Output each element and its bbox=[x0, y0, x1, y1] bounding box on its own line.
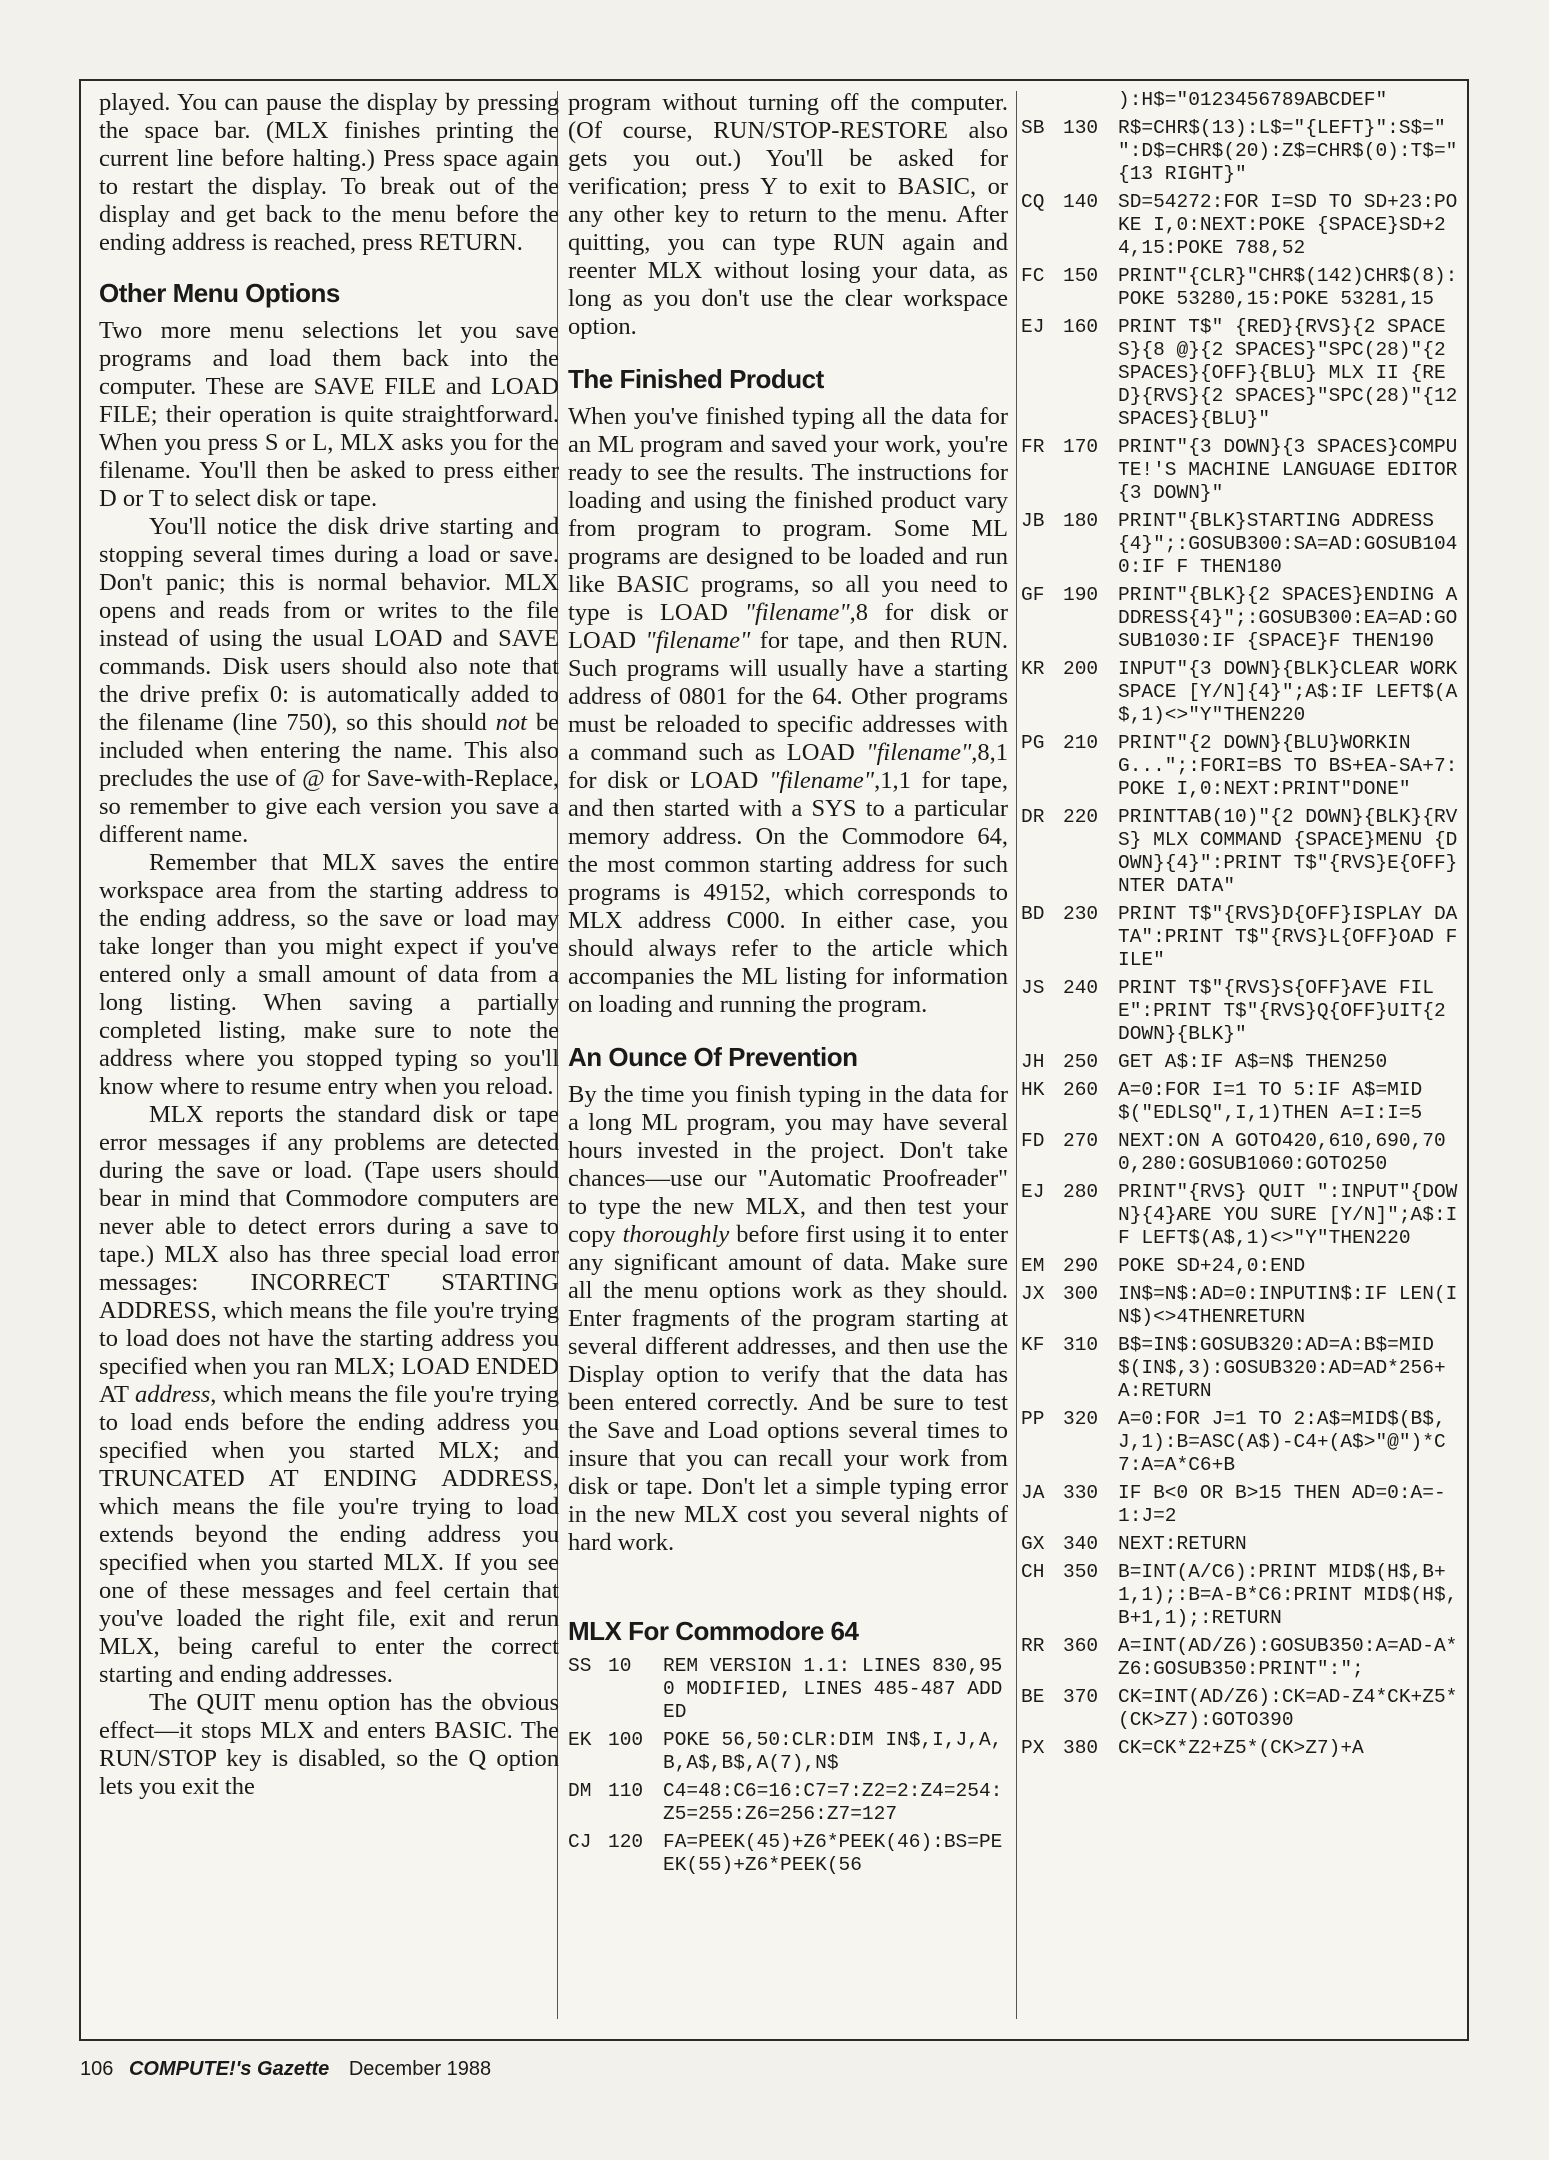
checksum: JS bbox=[1021, 977, 1045, 999]
checksum: FD bbox=[1021, 1130, 1045, 1152]
line-text: CK=CK*Z2+Z5*(CK>Z7)+A bbox=[1118, 1737, 1364, 1759]
listing-line bbox=[1021, 658, 1461, 727]
line-text: PRINT"{BLK}STARTING ADDRESS{4}";:GOSUB300:SA=AD:GOSUB1040:IF F THEN180 bbox=[1118, 510, 1458, 578]
line-text: IF B<0 OR B>15 THEN AD=0:A=-1:J=2 bbox=[1118, 1482, 1446, 1527]
line-text: PRINT"{BLK}{2 SPACES}ENDING ADDRESS{4}";:GOSUB300:EA=AD:GOSUB1030:IF {SPACE}F THEN190 bbox=[1118, 584, 1458, 652]
checksum: SB bbox=[1021, 117, 1045, 139]
page-footer bbox=[80, 2058, 491, 2081]
listing-line bbox=[1021, 732, 1461, 801]
line-text: SD=54272:FOR I=SD TO SD+23:POKE I,0:NEXT:POKE {SPACE}SD+24,15:POKE 788,52 bbox=[1118, 191, 1458, 259]
page-frame bbox=[79, 79, 1469, 2041]
line-text: B$=IN$:GOSUB320:AD=A:B$=MID$(IN$,3):GOSUB320:AD=AD*256+A:RETURN bbox=[1118, 1334, 1446, 1402]
line-number: 360 bbox=[1063, 1635, 1099, 1657]
checksum: DR bbox=[1021, 806, 1045, 828]
listing-line bbox=[1021, 806, 1461, 898]
section-heading-ounce-of-prevention: An Ounce Of Prevention bbox=[568, 1042, 858, 1072]
line-number: 180 bbox=[1063, 510, 1099, 532]
line-number: 190 bbox=[1063, 584, 1099, 606]
listing-line bbox=[1021, 1334, 1461, 1403]
program-listing bbox=[1021, 89, 1470, 1760]
checksum: JH bbox=[1021, 1051, 1045, 1073]
issue-date: December 1988 bbox=[348, 2058, 492, 2080]
line-number: 330 bbox=[1063, 1482, 1099, 1504]
page-number: 106 bbox=[80, 2058, 114, 2080]
checksum: EK bbox=[568, 1729, 592, 1751]
line-number: 160 bbox=[1063, 316, 1099, 338]
paragraph: The QUIT menu option has the obvious effect—it stops MLX and enters BASIC. The RUN/STOP key is disabled, so the Q option lets you exit the bbox=[99, 1689, 559, 1800]
paragraph: Remember that MLX saves the entire workspace area from the starting address to the ending address, so the save or load may take longer than you might expect if you've entered only a small amount of data from a long listing. When saving a partially completed listing, make sure to note the address where you stopped typing so you'll know where to resume entry when you reload. bbox=[99, 849, 559, 1100]
paragraph: By the time you finish typing in the data for a long ML program, you may have several hours invested in the project. Don't take chances—use our "Automatic Proofreader" to type the new MLX, and then test your copy thoroughly before first using it to enter any significant amount of data. Make sure all the menu options work as they should. Enter fragments of the program starting at several different addresses, and then use the Display option to verify that the data has been entered correctly. And be sure to test the Save and Load options several times to insure that you can recall your work from disk or tape. Don't let a simple typing error in the new MLX cost you several nights of hard work. bbox=[568, 1081, 1008, 1556]
checksum: CQ bbox=[1021, 191, 1045, 213]
listing-line bbox=[1021, 316, 1470, 431]
checksum: EJ bbox=[1021, 1181, 1045, 1203]
line-number: 10 bbox=[608, 1655, 632, 1677]
listing-line bbox=[1021, 1686, 1461, 1732]
checksum: RR bbox=[1021, 1635, 1045, 1657]
line-number: 230 bbox=[1063, 903, 1099, 925]
line-number: 310 bbox=[1063, 1334, 1099, 1356]
line-number: 260 bbox=[1063, 1079, 1099, 1101]
line-number: 200 bbox=[1063, 658, 1099, 680]
column-1 bbox=[99, 89, 559, 1801]
paragraph: played. You can pause the display by pressing the space bar. (MLX finishes printing the current line before halting.) Press space again to restart the display. To break out of the display and get back to the menu before the ending address is reached, press RETURN. bbox=[99, 89, 559, 256]
listing-line bbox=[568, 1780, 1008, 1826]
line-number: 350 bbox=[1063, 1561, 1099, 1583]
listing-line bbox=[1021, 1130, 1461, 1176]
line-text: B=INT(A/C6):PRINT MID$(H$,B+1,1);:B=A-B*C6:PRINT MID$(H$,B+1,1);:RETURN bbox=[1118, 1561, 1458, 1629]
checksum: CH bbox=[1021, 1561, 1045, 1583]
listing-line bbox=[1021, 1561, 1461, 1630]
listing-line bbox=[1021, 436, 1470, 505]
line-text: PRINT T$" {RED}{RVS}{2 SPACES}{8 @}{2 SPACES}"SPC(28)"{2 SPACES}{OFF}{BLU} MLX II {RED}{RVS}{2 SPACES}"SPC(28)"{12 SPACES}{BLU}" bbox=[1118, 316, 1470, 430]
line-number: 240 bbox=[1063, 977, 1099, 999]
line-text: A=0:FOR J=1 TO 2:A$=MID$(B$,J,1):B=ASC(A$)-C4+(A$>"@")*C7:A=A*C6+B bbox=[1118, 1408, 1446, 1476]
listing-line bbox=[568, 1831, 1008, 1877]
line-text: PRINT"{CLR}"CHR$(142)CHR$(8):POKE 53280,15:POKE 53281,15 bbox=[1118, 265, 1458, 310]
paragraph: You'll notice the disk drive starting and stopping several times during a load or save. Don't panic; this is normal behavior. MLX opens and reads from or writes to the file instead of using the usual LOAD and SAVE commands. Disk users should also note that the drive prefix 0: is automatically added to the filename (line 750), so this should not be included when entering the name. This also precludes the use of @ for Save-with-Replace, so remember to give each version you save a different name. bbox=[99, 513, 559, 848]
paragraph: Two more menu selections let you save programs and load them back into the computer. These are SAVE FILE and LOAD FILE; their operation is quite straightforward. When you press S or L, MLX asks you for the filename. You'll then be asked to press either D or T to select disk or tape. bbox=[99, 317, 559, 512]
line-text: NEXT:RETURN bbox=[1118, 1533, 1247, 1555]
line-text: FA=PEEK(45)+Z6*PEEK(46):BS=PEEK(55)+Z6*PEEK(56 bbox=[663, 1831, 1003, 1876]
line-text: IN$=N$:AD=0:INPUTIN$:IF LEN(IN$)<>4THENRETURN bbox=[1118, 1283, 1458, 1328]
line-text: REM VERSION 1.1: LINES 830,950 MODIFIED, LINES 485-487 ADDED bbox=[663, 1655, 1003, 1723]
line-number: 340 bbox=[1063, 1533, 1099, 1555]
checksum: EM bbox=[1021, 1255, 1045, 1277]
listing-line bbox=[1021, 1051, 1461, 1074]
line-text: NEXT:ON A GOTO420,610,690,700,280:GOSUB1060:GOTO250 bbox=[1118, 1130, 1446, 1175]
line-text: ):H$="0123456789ABCDEF" bbox=[1118, 89, 1388, 111]
listing-line bbox=[1021, 584, 1461, 653]
checksum: SS bbox=[568, 1655, 592, 1677]
listing-line bbox=[1021, 1737, 1461, 1760]
listing-line bbox=[1021, 1635, 1461, 1681]
line-text: CK=INT(AD/Z6):CK=AD-Z4*CK+Z5*(CK>Z7):GOTO390 bbox=[1118, 1686, 1458, 1731]
line-text: PRINT T$"{RVS}D{OFF}ISPLAY DATA":PRINT T$"{RVS}L{OFF}OAD FILE" bbox=[1118, 903, 1458, 971]
line-text: INPUT"{3 DOWN}{BLK}CLEAR WORKSPACE [Y/N]{4}";A$:IF LEFT$(A$,1)<>"Y"THEN220 bbox=[1118, 658, 1458, 726]
line-text: PRINT"{2 DOWN}{BLU}WORKING...";:FORI=BS TO BS+EA-SA+7:POKE I,0:NEXT:PRINT"DONE" bbox=[1118, 732, 1458, 800]
line-number: 270 bbox=[1063, 1130, 1099, 1152]
line-text: POKE SD+24,0:END bbox=[1118, 1255, 1306, 1277]
magazine-title: COMPUTE!'s Gazette bbox=[128, 2058, 330, 2080]
listing-line bbox=[1021, 1079, 1461, 1125]
line-text: A=0:FOR I=1 TO 5:IF A$=MID$("EDLSQ",I,1)THEN A=I:I=5 bbox=[1118, 1079, 1423, 1124]
line-text: R$=CHR$(13):L$="{LEFT}":S$=" ":D$=CHR$(20):Z$=CHR$(0):T$="{13 RIGHT}" bbox=[1118, 117, 1458, 185]
listing-line bbox=[568, 1729, 1008, 1775]
line-number: 250 bbox=[1063, 1051, 1099, 1073]
checksum bbox=[1021, 89, 1063, 112]
listing-line bbox=[1021, 191, 1461, 260]
listing-line bbox=[1021, 265, 1461, 311]
line-text: C4=48:C6=16:C7=7:Z2=2:Z4=254:Z5=255:Z6=256:Z7=127 bbox=[663, 1780, 1003, 1825]
line-number: 320 bbox=[1063, 1408, 1099, 1430]
line-number: 210 bbox=[1063, 732, 1099, 754]
listing-line bbox=[1021, 977, 1461, 1046]
column-3 bbox=[1021, 89, 1470, 1765]
listing-line bbox=[1021, 1283, 1461, 1329]
listing-line bbox=[1021, 1408, 1461, 1477]
section-heading-other-menu-options: Other Menu Options bbox=[99, 278, 340, 308]
line-number: 220 bbox=[1063, 806, 1099, 828]
paragraph: MLX reports the standard disk or tape error messages if any problems are detected during the save or load. (Tape users should bear in mind that Commodore computers are never able to detect errors during a save to tape.) MLX also has three special load error messages: INCORRECT STARTING ADDRESS, which means the file you're trying to load does not have the starting address you specified when you ran MLX; LOAD ENDED AT address, which means the file you're trying to load ends before the ending address you specified when you started MLX; and TRUNCATED AT ENDING ADDRESS, which means the file you're trying to load extends beyond the ending address you specified when you started MLX. If you see one of these messages and feel certain that you've loaded the right file, exit and rerun MLX, being careful to enter the correct starting and ending addresses. bbox=[99, 1101, 559, 1688]
line-number: 140 bbox=[1063, 191, 1099, 213]
listing-line bbox=[1021, 1533, 1461, 1556]
line-number bbox=[1063, 89, 1118, 112]
paragraph: When you've finished typing all the data for an ML program and saved your work, you're ready to see the results. The instructions for loading and using the finished product vary from program to program. Some ML programs are designed to be loaded and run like BASIC programs, so all you need to type is LOAD "filename",8 for disk or LOAD "filename" for tape, and then RUN. Such programs will usually have a starting address of 0801 for the 64. Other programs must be reloaded to specific addresses with a command such as LOAD "filename",8,1 for disk or LOAD "filename",1,1 for tape, and then started with a SYS to a particular memory address. On the Commodore 64, the most common starting address for such programs is 49152, which corresponds to MLX address C000. In either case, you should always refer to the article which accompanies the ML listing for information on loading and running the program. bbox=[568, 403, 1009, 1018]
checksum: JA bbox=[1021, 1482, 1045, 1504]
checksum: CJ bbox=[568, 1831, 592, 1853]
line-text: POKE 56,50:CLR:DIM IN$,I,J,A,B,A$,B$,A(7),N$ bbox=[663, 1729, 1003, 1774]
section-heading-listing: MLX For Commodore 64 bbox=[568, 1616, 859, 1646]
program-listing bbox=[568, 1655, 1008, 1877]
checksum: PP bbox=[1021, 1408, 1045, 1430]
listing-line bbox=[1021, 903, 1461, 972]
checksum: EJ bbox=[1021, 316, 1045, 338]
column-2 bbox=[568, 89, 1008, 1882]
line-number: 120 bbox=[608, 1831, 644, 1853]
checksum: JX bbox=[1021, 1283, 1045, 1305]
checksum: HK bbox=[1021, 1079, 1045, 1101]
section-heading-finished-product: The Finished Product bbox=[568, 364, 824, 394]
listing-line bbox=[1021, 1181, 1461, 1250]
checksum: FC bbox=[1021, 265, 1045, 287]
line-number: 100 bbox=[608, 1729, 644, 1751]
column-divider bbox=[1016, 91, 1017, 2019]
paragraph: program without turning off the computer. (Of course, RUN/STOP-RESTORE also gets you out.) You'll be asked for verification; press Y to exit to BASIC, or any other key to return to the menu. After quitting, you can type RUN again and reenter MLX without losing your data, as long as you don't use the clear workspace option. bbox=[568, 89, 1008, 340]
listing-line bbox=[568, 1655, 1008, 1724]
listing-line bbox=[1021, 510, 1461, 579]
line-number: 370 bbox=[1063, 1686, 1099, 1708]
checksum: DM bbox=[568, 1780, 592, 1802]
listing-line bbox=[1021, 89, 1461, 112]
checksum: KF bbox=[1021, 1334, 1045, 1356]
line-number: 150 bbox=[1063, 265, 1099, 287]
line-text: PRINT T$"{RVS}S{OFF}AVE FILE":PRINT T$"{RVS}Q{OFF}UIT{2 DOWN}{BLK}" bbox=[1118, 977, 1458, 1045]
line-number: 130 bbox=[1063, 117, 1099, 139]
line-number: 170 bbox=[1063, 436, 1099, 458]
listing-line bbox=[1021, 117, 1461, 186]
checksum: PX bbox=[1021, 1737, 1045, 1759]
listing-line bbox=[1021, 1482, 1461, 1528]
checksum: GX bbox=[1021, 1533, 1045, 1555]
checksum: KR bbox=[1021, 658, 1045, 680]
line-number: 300 bbox=[1063, 1283, 1099, 1305]
line-number: 110 bbox=[608, 1780, 644, 1802]
line-text: A=INT(AD/Z6):GOSUB350:A=AD-A*Z6:GOSUB350:PRINT":"; bbox=[1118, 1635, 1458, 1680]
checksum: BD bbox=[1021, 903, 1045, 925]
checksum: JB bbox=[1021, 510, 1045, 532]
listing-line bbox=[1021, 1255, 1461, 1278]
checksum: PG bbox=[1021, 732, 1045, 754]
checksum: BE bbox=[1021, 1686, 1045, 1708]
checksum: GF bbox=[1021, 584, 1045, 606]
line-number: 280 bbox=[1063, 1181, 1099, 1203]
line-text: PRINT"{RVS} QUIT ":INPUT"{DOWN}{4}ARE YOU SURE [Y/N]";A$:IF LEFT$(A$,1)<>"Y"THEN220 bbox=[1118, 1181, 1458, 1249]
line-text: GET A$:IF A$=N$ THEN250 bbox=[1118, 1051, 1388, 1073]
line-number: 380 bbox=[1063, 1737, 1099, 1759]
line-text: PRINTTAB(10)"{2 DOWN}{BLK}{RVS} MLX COMMAND {SPACE}MENU {DOWN}{4}":PRINT T$"{RVS}E{OFF}NTER DATA" bbox=[1118, 806, 1458, 897]
line-text: PRINT"{3 DOWN}{3 SPACES}COMPUTE!'S MACHINE LANGUAGE EDITOR {3 DOWN}" bbox=[1118, 436, 1470, 504]
checksum: FR bbox=[1021, 436, 1045, 458]
line-number: 290 bbox=[1063, 1255, 1099, 1277]
